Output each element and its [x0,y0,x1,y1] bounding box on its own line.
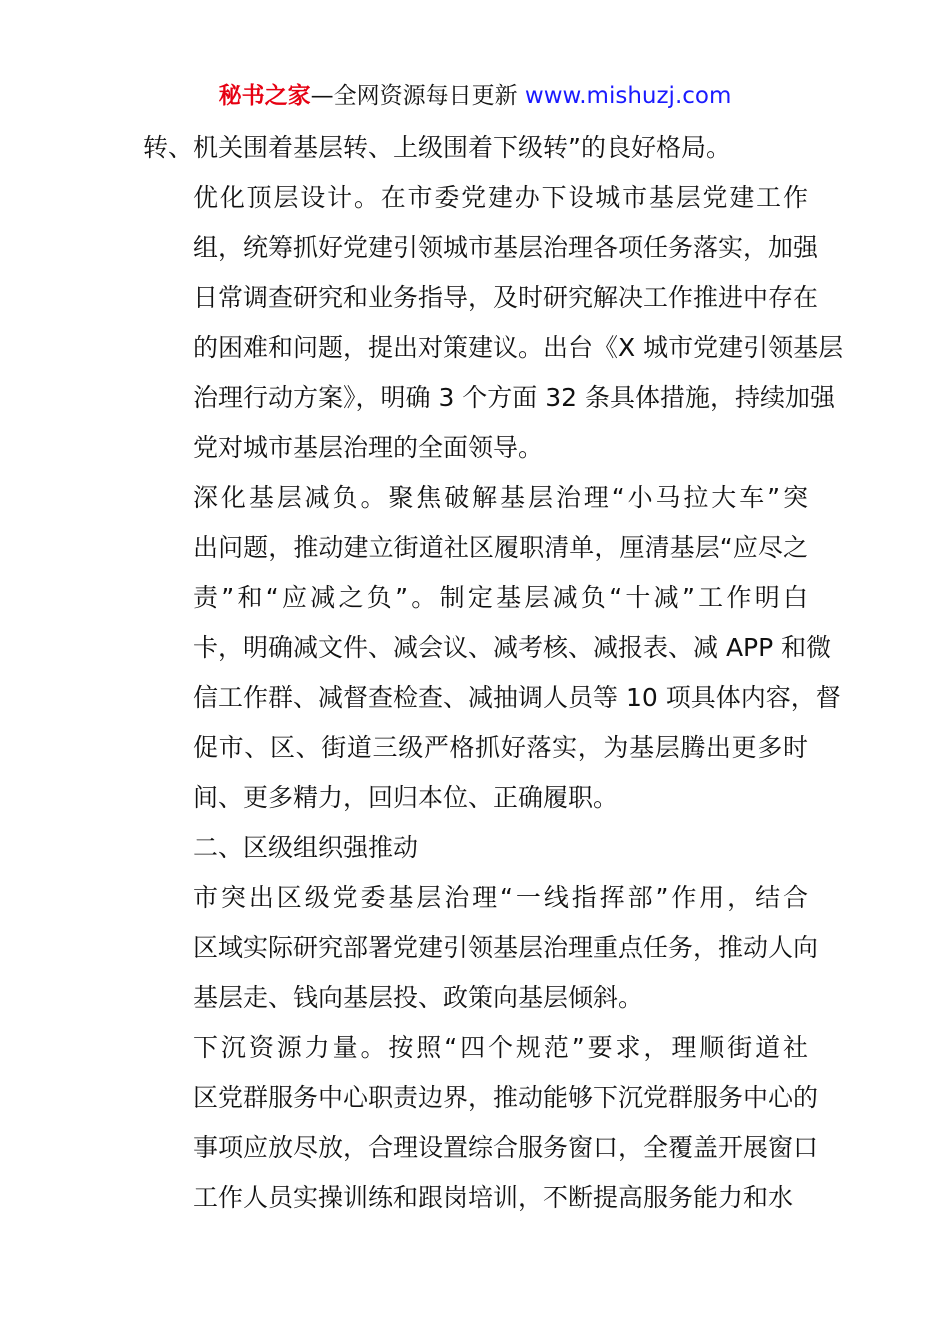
text-line: 出问题，推动建立街道社区履职清单，厘清基层“应尽之 [193,533,808,562]
header-brand: 秘书之家 [218,83,311,109]
text-line: 治理行动方案》，明确 3 个方面 32 条具体措施，持续加强 [193,383,836,412]
text-line: 的困难和问题，提出对策建议。出台《X 城市党建引领基层 [193,333,844,362]
text-line: 市突出区级党委基层治理“一线指挥部”作用，结合 [193,883,808,912]
text-line: 工作人员实操训练和跟岗培训，不断提高服务能力和水 [193,1183,794,1212]
document-body [143,123,844,1223]
text-line: 卡，明确减文件、减会议、减考核、减报表、减 APP 和微 [193,633,832,662]
page-header [0,80,950,112]
text-line: 责”和“应减之负”。制定基层减负“十减”工作明白 [193,583,808,612]
text-line: 区党群服务中心职责边界，推动能够下沉党群服务中心的 [193,1083,819,1112]
text-line: 下沉资源力量。按照“四个规范”要求，理顺街道社 [193,1033,808,1062]
text-line: 事项应放尽放，合理设置综合服务窗口，全覆盖开展窗口 [193,1133,819,1162]
header-tagline: —全网资源每日更新 [310,83,525,109]
text-line: 基层走、钱向基层投、政策向基层倾斜。 [193,983,644,1012]
text-line: 组，统筹抓好党建引领城市基层治理各项任务落实，加强 [193,233,819,262]
text-line: 优化顶层设计。在市委党建办下设城市基层党建工作 [193,183,808,212]
header-url-link[interactable]: www.mishuzj.com [524,83,732,109]
text-line: 二、区级组织强推动 [193,833,419,862]
text-line: 促市、区、街道三级严格抓好落实，为基层腾出更多时 [193,733,808,762]
paragraph [143,173,844,473]
text-line: 间、更多精力，回归本位、正确履职。 [193,783,619,812]
paragraph [143,123,808,173]
text-line: 转、机关围着基层转、上级围着下级转”的良好格局。 [143,133,731,162]
paragraph [143,823,808,873]
text-line: 日常调查研究和业务指导，及时研究解决工作推进中存在 [193,283,819,312]
paragraph [143,473,841,823]
text-line: 区域实际研究部署党建引领基层治理重点任务，推动人向 [193,933,819,962]
text-line: 深化基层减负。聚焦破解基层治理“小马拉大车”突 [193,483,808,512]
paragraph [143,873,819,1023]
text-line: 党对城市基层治理的全面领导。 [193,433,544,462]
text-line: 信工作群、减督查检查、减抽调人员等 10 项具体内容，督 [193,683,841,712]
paragraph [143,1023,819,1223]
